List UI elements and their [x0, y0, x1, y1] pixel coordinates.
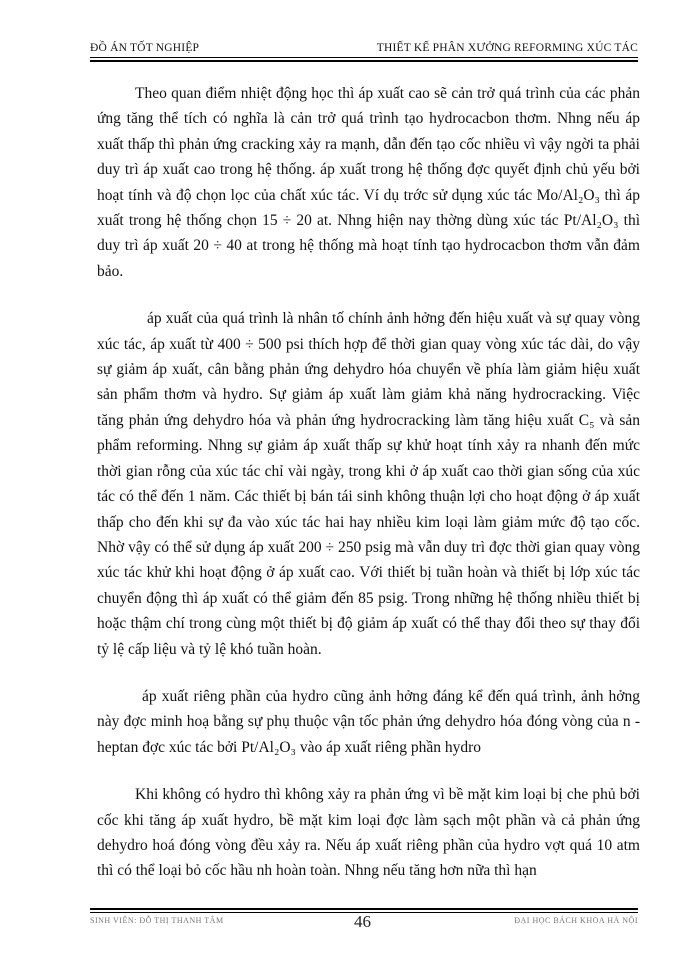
body-text	[97, 81, 640, 884]
header-right-title: THIẾT KẾ PHÂN XƯỞNG REFORMING XÚC TÁC	[376, 42, 638, 54]
page-footer	[90, 908, 638, 931]
paragraph-2: áp xuất của quá trình là nhân tố chính ảnh hởng đến hiệu xuất và sự quay vòng xúc tác, áp xuất từ 400 ÷ 500 psi thích hợp để thời gian quay vòng xúc tác dài, do vậy sự giảm áp xuất, cân bằng phản ứng dehydro hóa chuyển về phía làm giảm hiệu xuất sản phẩm thơm và hydro. Sự giảm áp xuất làm giảm khả năng hydrocracking. Việc tăng phản ứng dehydro hóa và phản ứng hydrocracking làm tăng hiệu xuất C₅ và sản phẩm reforming. Nhng sự giảm áp xuất thấp sự khử hoạt tính xảy ra nhanh đến mức thời gian rỗng của xúc tác chỉ vài ngày, trong khi ở áp xuất cao thời gian sống của xúc tác có thể đến 1 năm. Các thiết bị bán tái sinh không thuận lợi cho hoạt động ở áp xuất thấp cho đến khi sự đa vào xúc tác hai hay nhiều kim loại làm giảm mức độ tạo cốc. Nhờ vậy có thể sử dụng áp xuất 200 ÷ 250 psig mà vẫn duy trì đợc thời gian quay vòng xúc tác khử khi hoạt động ở áp xuất cao. Với thiết bị tuần hoàn và thiết bị lớp xúc tác chuyển động thì áp xuất có thể giảm đến 85 psig. Trong những hệ thống nhiều thiết bị hoặc thậm chí trong cùng một thiết bị độ giảm áp xuất có thể thay đổi theo sự thay đổi tỷ lệ cấp liệu và tỷ lệ khó tuần hoàn.	[97, 310, 640, 658]
paragraph-4: Khi không có hydro thì không xảy ra phản ứng vì bề mặt kim loại bị che phủ bởi cốc khi tăng áp xuất hydro, bề mặt kim loại đợc làm sạch một phần và cả phản ứng dehydro hoá đóng vòng đều xảy ra. Nếu áp xuất riêng phần của hydro vợt quá 10 atm thì có thể loại bỏ cốc hầu nh hoàn toàn. Nhng nếu tăng hơn nữa thì hạn	[97, 786, 640, 880]
page-number: 46	[354, 912, 371, 931]
paragraph-3: áp xuất riêng phần của hydro cũng ảnh hởng đáng kể đến quá trình, ảnh hởng này đợc minh hoạ bằng sự phụ thuộc vận tốc phản ứng dehydro hóa đóng vòng của n - heptan đợc xúc tác bởi Pt/Al₂O₃ vào áp xuất riêng phần hydro	[97, 687, 640, 756]
header-rule	[90, 57, 638, 58]
footer-rule-thick	[90, 908, 638, 910]
page-header	[90, 40, 638, 60]
header-rule-thick	[90, 60, 638, 62]
header-left-title: ĐỒ ÁN TỐT NGHIỆP	[90, 42, 200, 54]
paragraph-1: Theo quan điểm nhiệt động học thì áp xuất cao sẽ cản trở quá trình của các phản ứng tăng thể tích có nghĩa là cản trở quá trình tạo hydrocacbon thơm. Nhng nếu áp xuất thấp thì phản ứng cracking xảy ra mạnh, dẫn đến tạo cốc nhiều vì vậy ngời ta phải duy trì áp xuất cao trong hệ thống. áp xuất trong hệ thống đợc quyết định chủ yếu bởi hoạt tính và độ chọn lọc của chất xúc tác. Ví dụ trớc sử dụng xúc tác Mo/Al₂O₃ thì áp xuất trong hệ thống chọn 15 ÷ 20 at. Nhng hiện nay thờng dùng xúc tác Pt/Al₂O₃ thì duy trì áp xuất 20 ÷ 40 at trong hệ thống mà hoạt tính tạo hydrocacbon thơm vẫn đảm bảo.	[97, 85, 640, 280]
footer-student-name: SINH VIÊN: ĐỖ THỊ THANH TÂM	[90, 916, 224, 925]
footer-university: ĐẠI HỌC BÁCH KHOA HÀ NỘI	[514, 916, 638, 925]
